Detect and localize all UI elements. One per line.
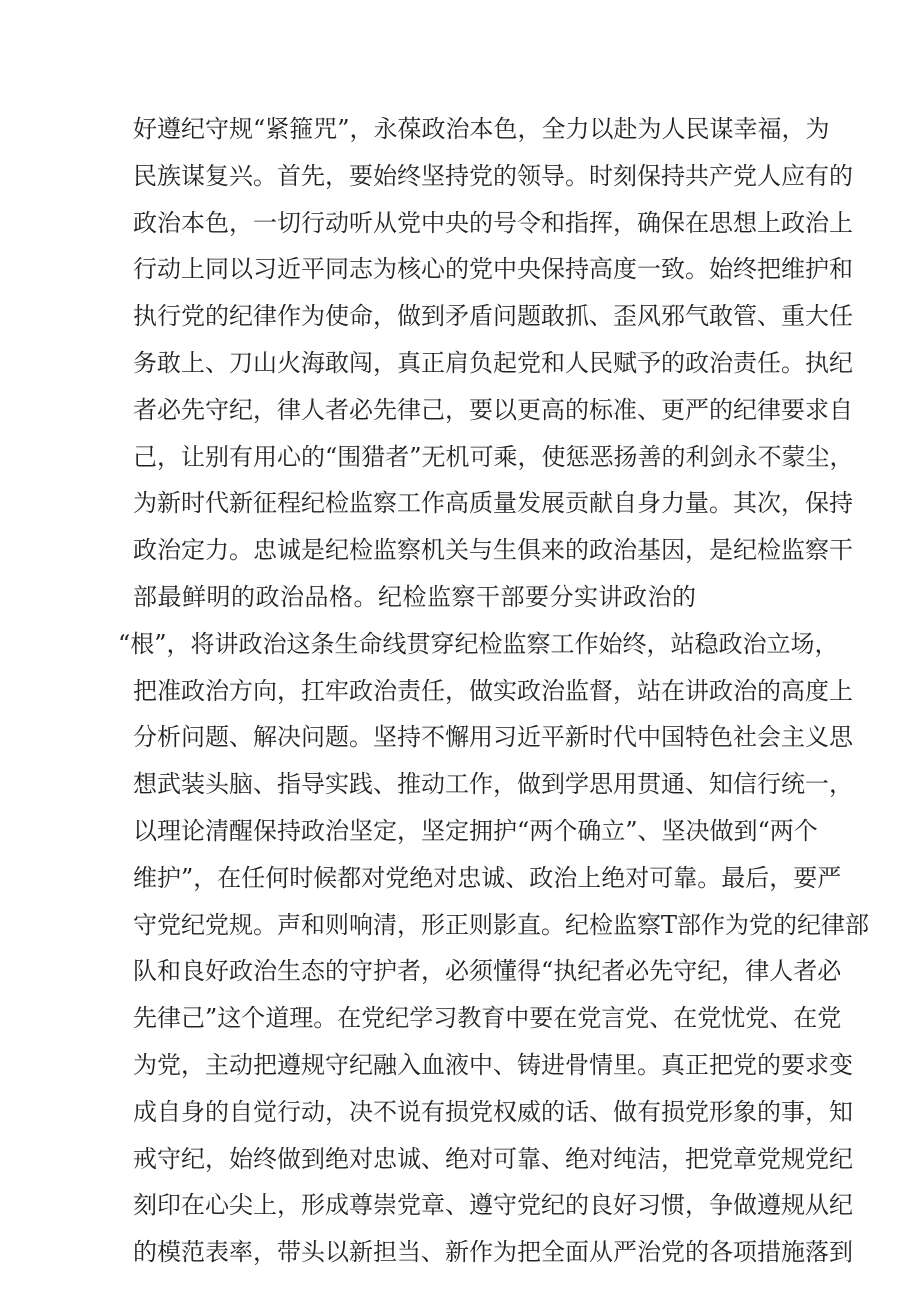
text-line-11: 部最鲜明的政治品格。纪检监察干部要分实讲政治的: [133, 582, 697, 611]
text-line-4: 行动上同以习近平同志为核心的党中央保持高度一致。始终把维护和: [133, 255, 853, 284]
text-line-13: 把准政治方向，扛牢政治责任，做实政治监督，站在讲政治的高度上: [133, 676, 853, 705]
body-text: [118, 106, 870, 1276]
text-line-8: 己，让别有用心的“围猎者”无机可乘，使惩恶扬善的利剑永不蒙尘，: [133, 442, 854, 471]
text-line-23: 戒守纪，始终做到绝对忠诚、绝对可靠、绝对纯洁，把党章党规党纪: [133, 1144, 853, 1173]
text-line-14: 分析问题、解决问题。坚持不懈用习近平新时代中国特色社会主义思: [133, 723, 853, 752]
text-line-6: 务敢上、刀山火海敢闯，真正肩负起党和人民赋予的政治责任。执纪: [133, 348, 853, 377]
text-line-5: 执行党的纪律作为使命，做到矛盾问题敢抓、歪风邪气敢管、重大任: [133, 302, 853, 331]
text-line-25: 的模范表率，带头以新担当、新作为把全面从严治党的各项措施落到: [133, 1238, 853, 1267]
text-line-15: 想武装头脑、指导实践、推动工作，做到学思用贯通、知信行统一，: [133, 770, 853, 799]
text-line-18: 守党纪党规。声和则响清，形正则影直。纪检监察T部作为党的纪律部: [133, 910, 870, 939]
text-line-16: 以理论清醒保持政治坚定，坚定拥护“两个确立”、坚决做到“两个: [133, 816, 818, 845]
text-line-24: 刻印在心尖上，形成尊崇党章、遵守党纪的良好习惯，争做遵规从纪: [133, 1191, 853, 1220]
text-line-10: 政治定力。忠诚是纪检监察机关与生俱来的政治基因，是纪检监察干: [133, 536, 853, 565]
text-line-17: 维护”，在任何时候都对党绝对忠诚、政治上绝对可靠。最后，要严: [133, 863, 842, 892]
text-line-20: 先律己”这个道理。在党纪学习教育中要在党言党、在党忧党、在党: [133, 1004, 842, 1033]
text-line-1: 好遵纪守规“紧箍咒”，永葆政治本色，全力以赴为人民谋幸福，为: [133, 115, 830, 143]
text-line-12: “根”，将讲政治这条生命线贯穿纪检监察工作始终，站稳政治立场，: [118, 629, 839, 658]
text-line-7: 者必先守纪，律人者必先律己，要以更高的标准、更严的纪律要求自: [133, 395, 853, 424]
text-line-19: 队和良好政治生态的守护者，必须懂得“执纪者必先守纪，律人者必: [133, 957, 842, 986]
text-line-3: 政治本色，一切行动听从党中央的号令和指挥，确保在思想上政治上: [133, 208, 853, 237]
text-line-9: 为新时代新征程纪检监察工作高质量发展贡献自身力量。其次，保持: [133, 489, 853, 518]
text-line-2: 民族谋复兴。首先，要始终坚持党的领导。时刻保持共产党人应有的: [133, 161, 853, 190]
text-line-21: 为党，主动把遵规守纪融入血液中、铸进骨情里。真正把党的要求变: [133, 1050, 853, 1079]
text-line-22: 成自身的自觉行动，决不说有损党权威的话、做有损党形象的事，知: [133, 1097, 853, 1126]
